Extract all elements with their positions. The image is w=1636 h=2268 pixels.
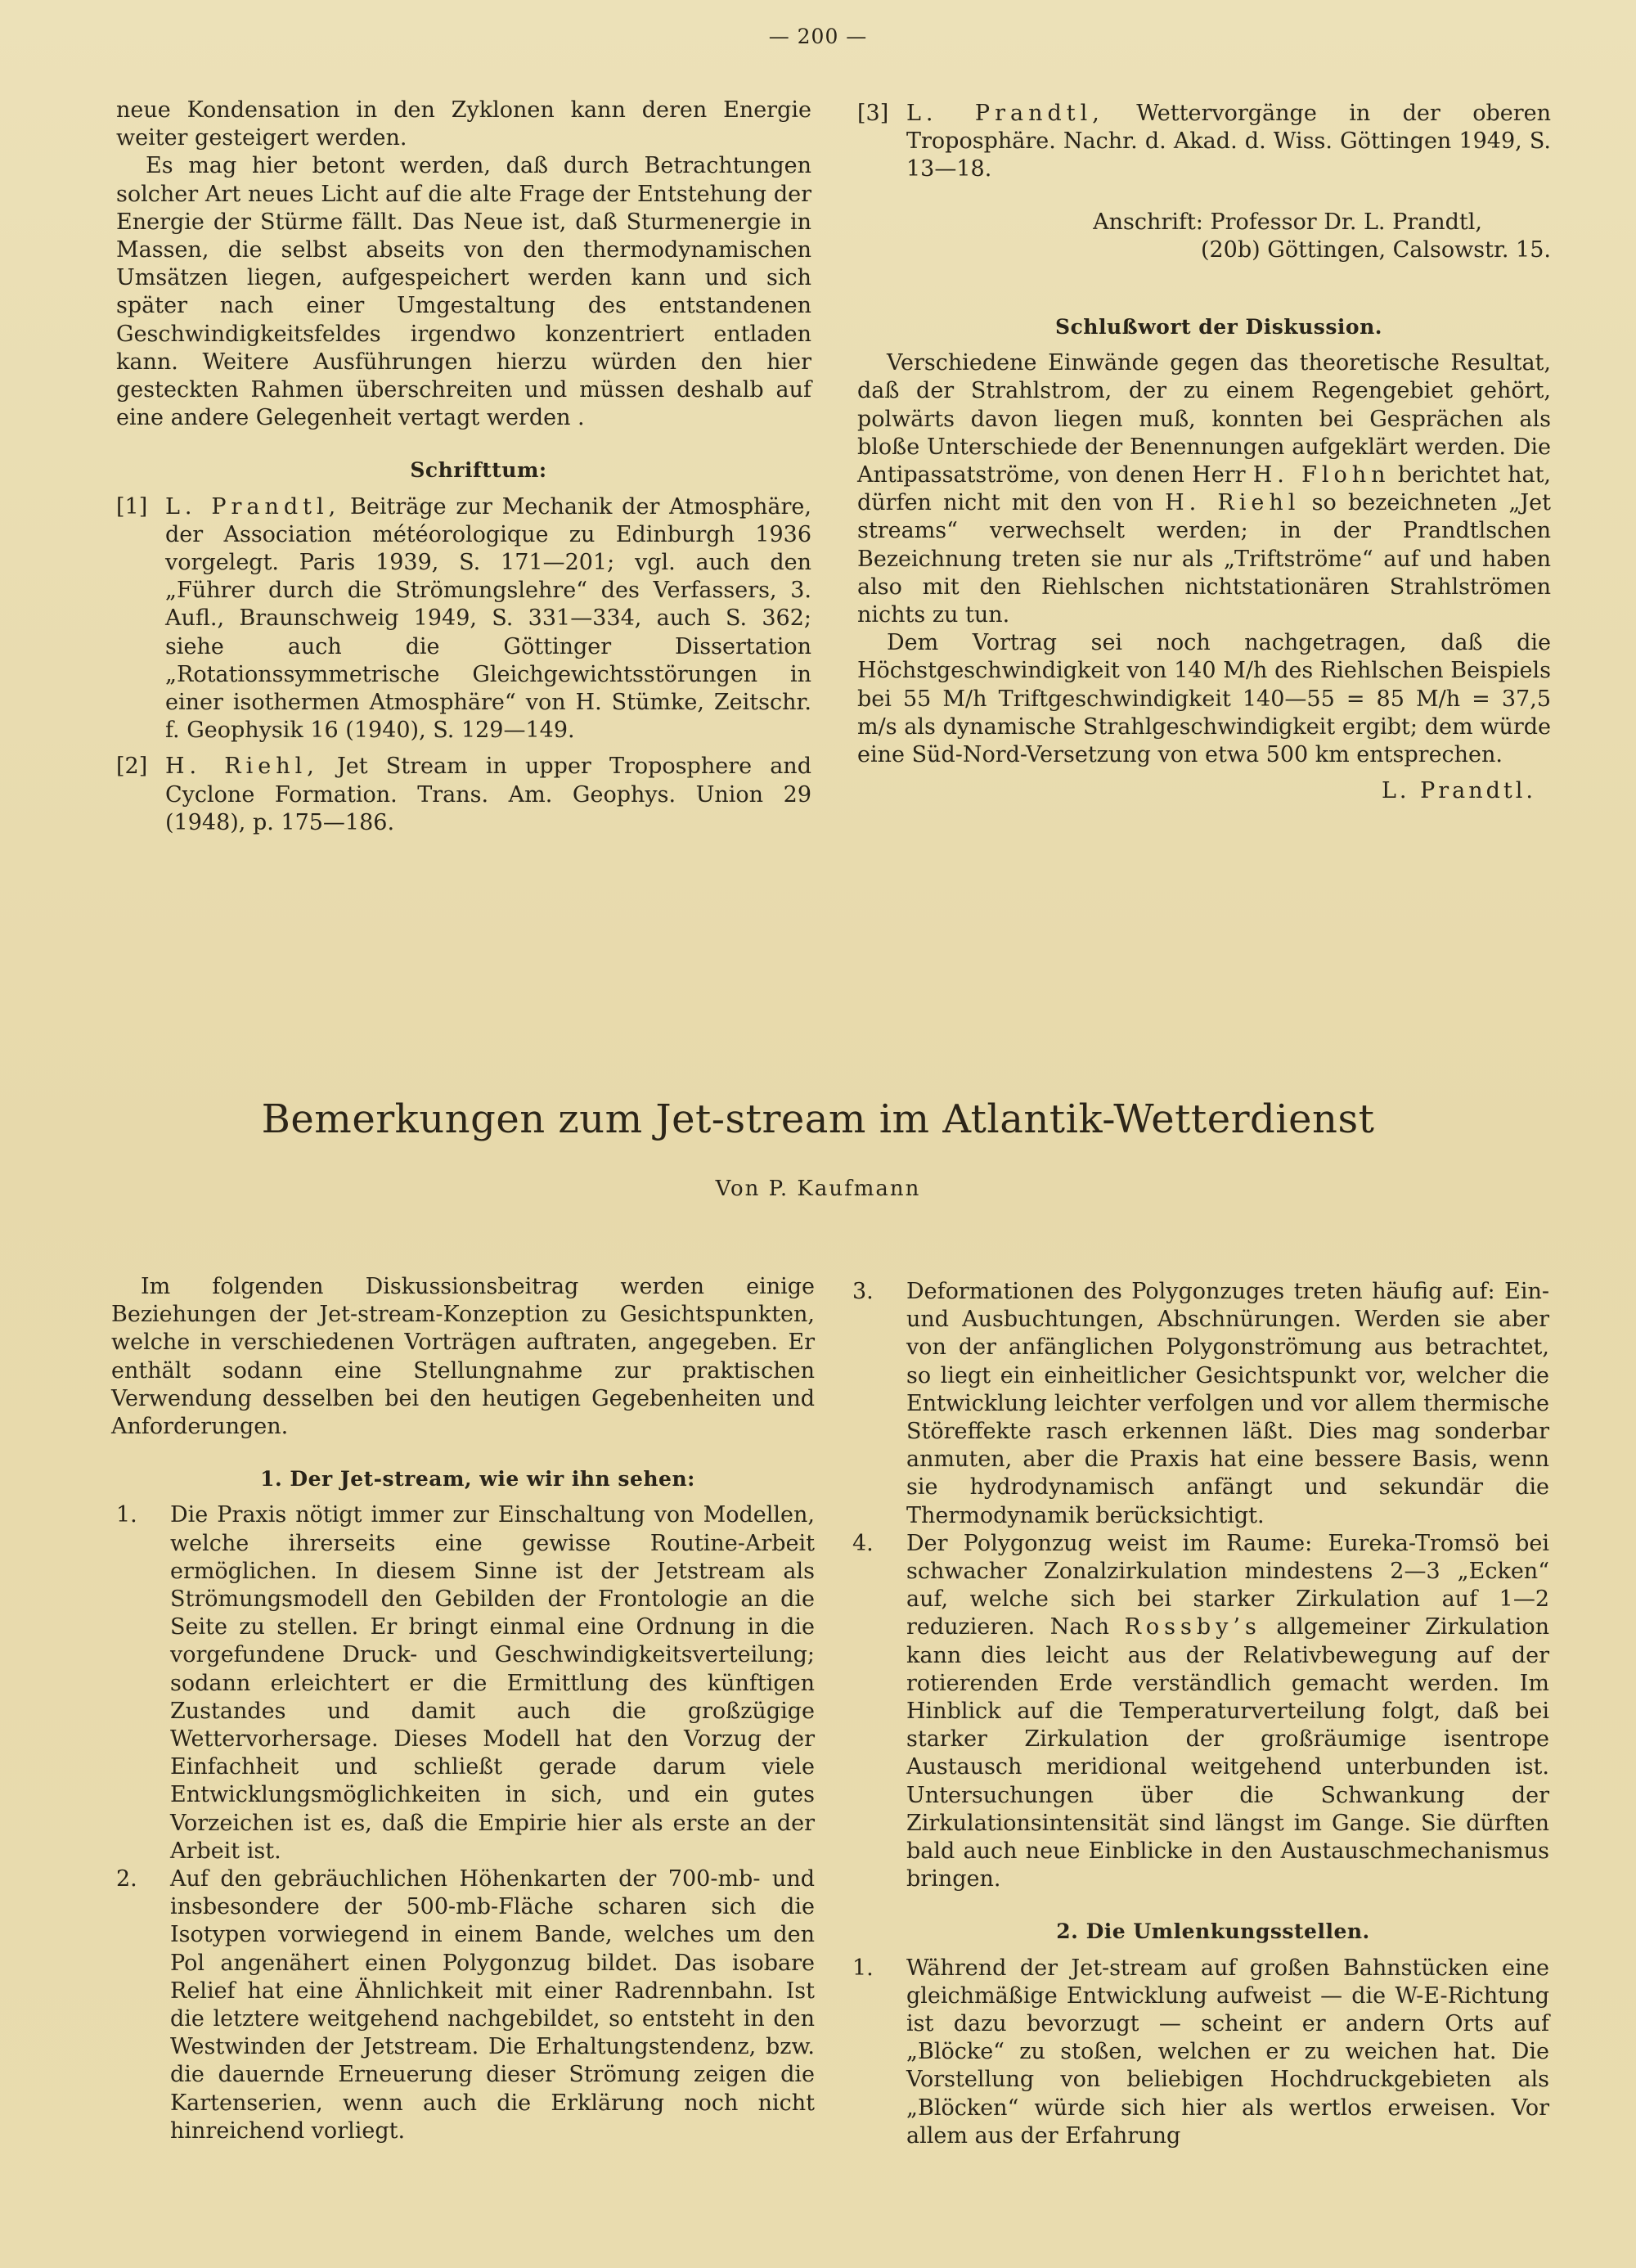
top-left-column [116,97,811,837]
references-heading: Schrifttum: [410,458,547,483]
reference-tag: [2] [116,754,148,780]
reference-author: H. Riehl, [165,754,319,780]
page-number: — 200 — [768,25,868,48]
item-number: 2. [116,1866,137,1892]
list-item [111,1501,815,1865]
item-number: 4. [852,1530,874,1556]
article-author: Von P. Kaufmann [715,1177,921,1201]
list-item [111,1865,815,2145]
reference-tag: [3] [857,101,889,126]
item-number: 1. [116,1502,137,1528]
top-right-column [857,100,1551,805]
section-heading: 1. Der Jet-stream, wie wir ihn sehen: [260,1467,695,1492]
name-rossby: Rossby’s [1124,1614,1261,1640]
item-text: Die Praxis nötigt immer zur Einschaltung von Modellen, welche ihrerseits eine gewisse Routine-Arbeit ermöglichen. In diesem Sinne ist der Jetstream als Strömungsmodell den Gebilden der Frontologie an die Seite zu stellen. Er bringt einmal eine Ordnung in die vorgefundene Druck- und Geschwindigkeitsverteilung; sodann erleichtert er die Ermittlung des künftigen Zustandes und damit auch die großzügige Wettervorhersage. Dieses Modell hat den Vorzug der Einfachheit und schließt gerade darum viele Entwicklungsmöglichkeiten in sich, und ein gutes Vorzeichen ist es, daß die Empirie hier als erste an der Arbeit ist. [170,1502,815,1864]
article-title: Bemerkungen zum Jet-stream im Atlantik-Wetterdienst [261,1096,1375,1142]
list-item [847,1955,1549,2150]
signature: L. Prandtl. [1381,778,1536,804]
reference-entry [116,753,811,837]
reference-tag: [1] [116,493,148,520]
item-text: Auf den gebräuchlichen Höhenkarten der 700-mb- und insbesondere der 500-mb-Fläche scharen sich die Isotypen vorwiegend in einem Bande, welches um den Pol angenähert einen Polygonzug bildet. Das isobare Relief hat eine Ähnlichkeit mit einer Radrennbahn. Ist die letztere weitgehend nachgebildet, so entsteht in den Westwinden der Jetstream. Die Erhaltungstendenz, bzw. die dauernde Erneuerung dieser Strömung zeigen die Kartenserien, wenn auch die Erklärung noch nicht hinreichend vorliegt. [170,1866,815,2144]
reference-text: Wettervorgänge in der oberen Troposphäre. Nachr. d. Akad. d. Wiss. Göttingen 1949, S. 13—18. [906,101,1551,182]
list-item [847,1530,1549,1894]
section-heading: 2. Die Umlenkungsstellen. [1056,1919,1370,1944]
reference-entry [857,100,1551,184]
reference-text: Beiträge zur Mechanik der Atmosphäre, der Association météorologique zu Edinburgh 1936 vorgelegt. Paris 1939, S. 171—201; vgl. auch den „Führer durch die Strömungslehre“ des Verfassers, 3. Aufl., Braunschweig 1949, S. 331—334, auch S. 362; siehe auch die Göttinger Dissertation „Rotationssymmetrische Gleichgewichtsstörungen in einer isothermen Atmosphäre“ von H. Stümke, Zeitschr. f. Geophysik 16 (1940), S. 129—149. [165,493,811,744]
list-item [847,1278,1549,1530]
reference-author: L. Prandtl, [906,101,1104,126]
item-text: Während der Jet-stream auf großen Bahnstücken eine gleichmäßige Entwicklung aufweist — die W-E-Richtung ist dazu bevorzugt — scheint er andern Orts auf „Blöcke“ zu stoßen, welchen er zu weichen hat. Die Vorstellung von beliebigen Hochdruckgebieten als „Blöcken“ würde sich hier als wertlos erweisen. Vor allem aus der Erfahrung [906,1955,1549,2149]
reference-entry [116,493,811,745]
item-text: Deformationen des Polygonzuges treten häufig auf: Ein- und Ausbuchtungen, Abschnürungen. Werden sie aber von der anfänglichen Polygonströmung aus betrachtet, so liegt ein einheitlicher Gesichtspunkt vor, welcher die Entwicklung leichter verfolgen und vor allem thermische Störeffekte rasch erkennen läßt. Dies mag sonderbar anmuten, aber die Praxis hat eine bessere Basis, wenn sie hydrodynamisch anfängt und sekundär die Thermodynamik berücksichtigt. [906,1279,1549,1528]
paragraph: Im folgenden Diskussionsbeitrag werden einige Beziehungen der Jet-stream-Konzeption zu Gesichtspunkten, welche in verschiedenen Vorträgen auftraten, angegeben. Er enthält sodann eine Stellungnahme zur praktischen Verwendung desselben bei den heutigen Gegebenheiten und Anforderungen. [111,1274,815,1440]
item-number: 1. [852,1955,874,1981]
name-riehl: H. Riehl [1165,490,1301,516]
paragraph: neue Kondensation in den Zyklonen kann deren Energie weiter gesteigert werden. [116,97,811,151]
reference-text: Jet Stream in upper Troposphere and Cyclone Formation. Trans. Am. Geophys. Union 29 (1948), p. 175—186. [165,754,811,835]
closing-heading: Schlußwort der Diskussion. [1055,315,1382,340]
bottom-left-column [111,1273,815,2145]
bottom-right-column [847,1278,1549,2150]
item-number: 3. [852,1279,874,1304]
paragraph: Verschiedene Einwände gegen das theoretische Resultat, daß der Strahlstrom, der zu einem Regengebiet gehört, polwärts davon liegen muß, konnten bei Gesprächen als bloße Unterschiede der Benennungen aufgeklärt werden. Die Antipassatströme, von denen Herr H. Flohn berichtet hat, dürfen nicht mit den von H. Riehl so bezeichneten „Jet streams“ verwechselt werden; in der Prandtlschen Bezeichnung treten sie nur als „Triftströme“ auf und haben also mit den Riehlschen nichtstationären Strahlströmen nichts zu tun. [857,350,1552,628]
paragraph: Dem Vortrag sei noch nachgetragen, daß die Höchstgeschwindigkeit von 140 M/h des Riehlschen Beispiels bei 55 M/h Triftgeschwindigkeit 140—55 = 85 M/h = 37,5 m/s als dynamische Strahlgeschwindigkeit ergibt; dem würde eine Süd-Nord-Versetzung von etwa 500 km entsprechen. [857,630,1551,768]
name-flohn: H. Flohn [1252,462,1391,488]
address-line: (20b) Göttingen, Calsowstr. 15. [1200,236,1551,263]
address-line: Anschrift: Professor Dr. L. Prandtl, [1093,209,1482,235]
reference-author: L. Prandtl, [165,493,341,520]
paragraph: Es mag hier betont werden, daß durch Betrachtungen solcher Art neues Licht auf die alte Frage der Entstehung der Energie der Stürme fällt. Das Neue ist, daß Sturmenergie in Massen, die selbst abseits von den thermodynamischen Umsätzen liegen, aufgespeichert werden kann und sich später nach einer Umgestaltung des entstandenen Geschwindigkeitsfeldes irgendwo konzentriert entladen kann. Weitere Ausführungen hierzu würden den hier gesteckten Rahmen überschreiten und müssen deshalb auf eine andere Gelegenheit vertagt werden . [116,153,811,431]
item-text: Der Polygonzug weist im Raume: Eureka-Tromsö bei schwacher Zonalzirkulation mindestens 2—3 „Ecken“ auf, welche sich bei starker Zirkulation auf 1—2 reduzieren. Nach Rossby’s allgemeiner Zirkulation kann dies leicht aus der Relativbewegung auf der rotierenden Erde verständlich gemacht werden. Im Hinblick auf die Temperaturverteilung folgt, daß bei starker Zirkulation der großräumige isentrope Austausch meridional weitgehend unterbunden ist. Untersuchungen über die Schwankung der Zirkulationsintensität sind längst im Gange. Sie dürften bald auch neue Einblicke in den Austauschmechanismus bringen. [906,1530,1550,1892]
